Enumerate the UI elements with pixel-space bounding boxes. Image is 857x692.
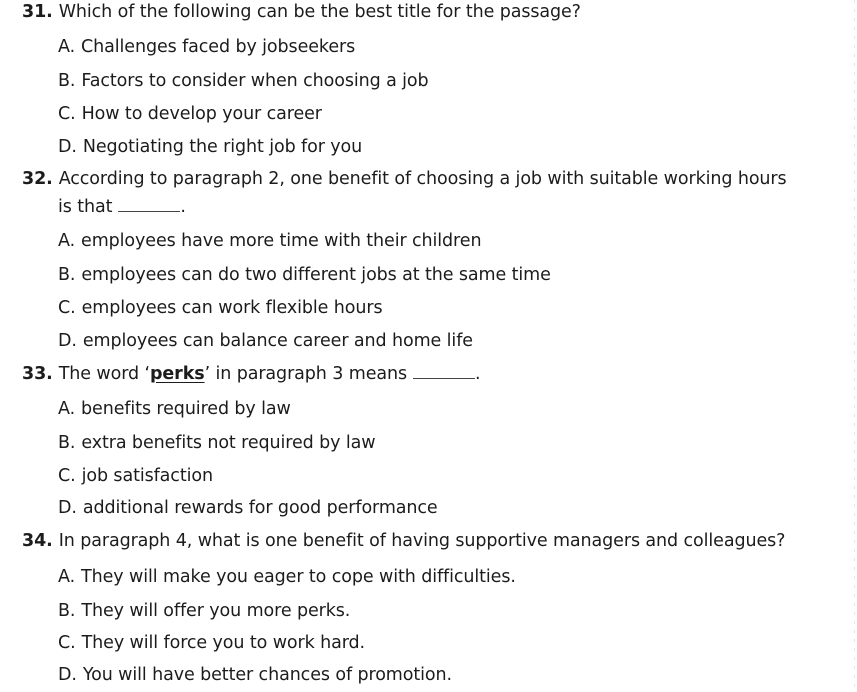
option-31-c[interactable] xyxy=(58,103,322,125)
option-letter: A. xyxy=(58,37,76,57)
option-text: employees can balance career and home life xyxy=(82,331,473,351)
option-31-a[interactable] xyxy=(58,36,355,58)
option-letter: C. xyxy=(58,633,76,653)
option-text: additional rewards for good performance xyxy=(82,498,438,518)
option-34-a[interactable] xyxy=(58,566,516,588)
question-34 xyxy=(22,530,785,552)
option-letter: D. xyxy=(58,498,77,518)
option-letter: D. xyxy=(58,665,77,685)
option-text: How to develop your career xyxy=(81,104,322,124)
option-text: extra benefits not required by law xyxy=(81,433,376,453)
option-letter: D. xyxy=(58,331,77,351)
option-letter: B. xyxy=(58,433,76,453)
option-33-a[interactable] xyxy=(58,398,291,420)
option-letter: B. xyxy=(58,601,76,621)
option-32-c[interactable] xyxy=(58,297,382,319)
option-letter: C. xyxy=(58,298,76,318)
option-letter: B. xyxy=(58,265,76,285)
answer-blank xyxy=(118,197,180,212)
question-32-continued xyxy=(58,196,186,218)
option-text: Factors to consider when choosing a job xyxy=(81,71,429,91)
option-text: You will have better chances of promotion. xyxy=(82,665,452,685)
option-text: benefits required by law xyxy=(81,399,291,419)
option-33-c[interactable] xyxy=(58,465,213,487)
question-32 xyxy=(22,168,787,190)
question-text: is that xyxy=(58,197,113,217)
question-number: 33. xyxy=(22,364,53,384)
question-text-after: ’ in paragraph 3 means xyxy=(204,364,407,384)
question-end: . xyxy=(180,197,186,217)
option-32-a[interactable] xyxy=(58,230,481,252)
scan-edge-artifact xyxy=(854,0,855,692)
question-31 xyxy=(22,1,581,23)
option-text: employees have more time with their children xyxy=(81,231,482,251)
option-letter: C. xyxy=(58,104,76,124)
question-number: 34. xyxy=(22,531,53,551)
option-text: employees can work flexible hours xyxy=(81,298,383,318)
option-34-d[interactable] xyxy=(58,664,452,686)
option-letter: A. xyxy=(58,567,76,587)
question-text-before: The word ‘ xyxy=(58,364,150,384)
question-33 xyxy=(22,363,480,385)
option-letter: B. xyxy=(58,71,76,91)
option-letter: A. xyxy=(58,399,76,419)
option-text: Challenges faced by jobseekers xyxy=(81,37,356,57)
question-end: . xyxy=(475,364,481,384)
option-letter: A. xyxy=(58,231,76,251)
answer-blank xyxy=(413,364,475,379)
option-32-d[interactable] xyxy=(58,330,473,352)
option-text: employees can do two different jobs at the same time xyxy=(81,265,551,285)
option-31-b[interactable] xyxy=(58,70,429,92)
option-text: They will make you eager to cope with difficulties. xyxy=(81,567,516,587)
option-letter: D. xyxy=(58,137,77,157)
question-number: 31. xyxy=(22,2,53,22)
option-letter: C. xyxy=(58,466,76,486)
option-text: Negotiating the right job for you xyxy=(82,137,363,157)
option-32-b[interactable] xyxy=(58,264,551,286)
option-34-c[interactable] xyxy=(58,632,365,654)
option-text: job satisfaction xyxy=(81,466,213,486)
keyword: perks xyxy=(149,364,205,384)
option-text: They will offer you more perks. xyxy=(81,601,351,621)
question-text: In paragraph 4, what is one benefit of having supportive managers and colleagues? xyxy=(58,531,786,551)
option-31-d[interactable] xyxy=(58,136,362,158)
option-text: They will force you to work hard. xyxy=(81,633,365,653)
question-text: According to paragraph 2, one benefit of choosing a job with suitable working hours xyxy=(58,169,787,189)
option-33-b[interactable] xyxy=(58,432,375,454)
question-number: 32. xyxy=(22,169,53,189)
question-text: Which of the following can be the best title for the passage? xyxy=(58,2,581,22)
option-33-d[interactable] xyxy=(58,497,438,519)
option-34-b[interactable] xyxy=(58,600,350,622)
